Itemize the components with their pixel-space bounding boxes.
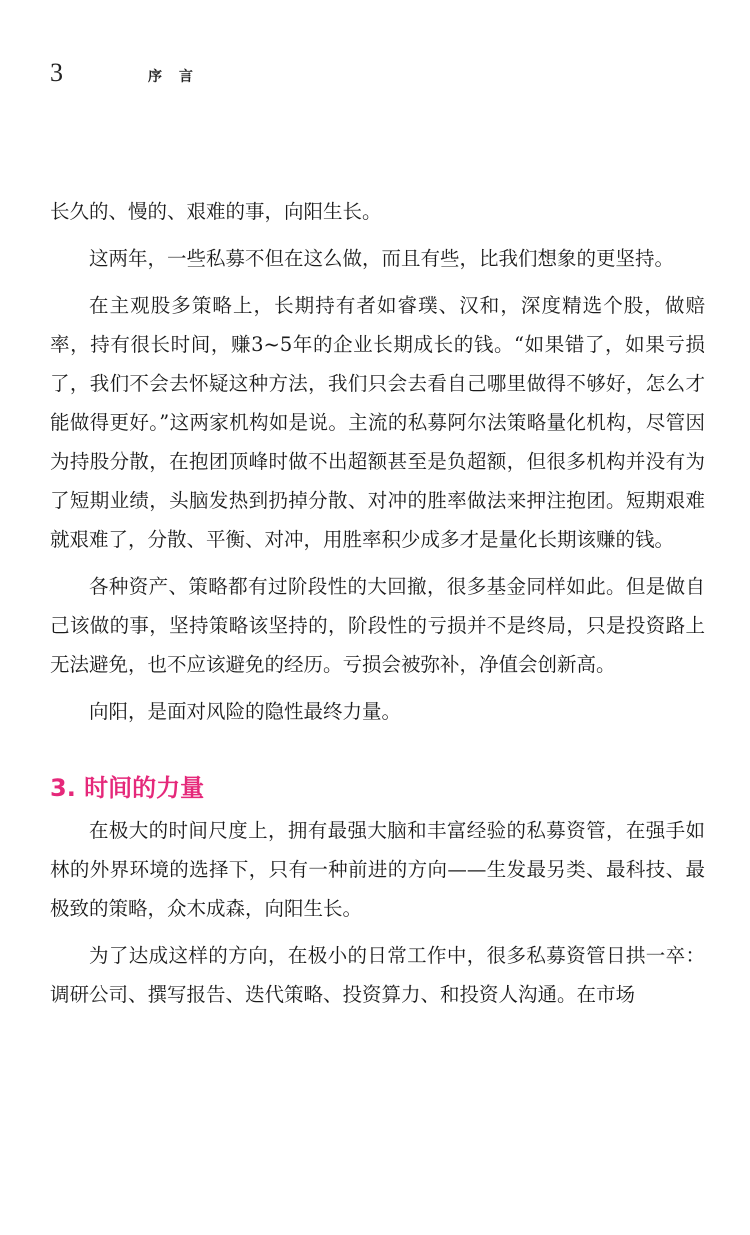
paragraph: 在极大的时间尺度上，拥有最强大脑和丰富经验的私募资管，在强手如林的外界环境的选择下，只有一种前进的方向——生发最另类、最科技、最极致的策略，众木成森，向阳生长。 [50,819,705,920]
paragraph: 在主观股多策略上，长期持有者如睿璞、汉和，深度精选个股，做赔率，持有很长时间，赚3~5年的企业长期成长的钱。“如果错了，如果亏损了，我们不会去怀疑这种方法，我们只会去看自己哪里做得不够好，怎么才能做得更好。”这两家机构如是说。主流的私募阿尔法策略量化机构，尽管因为持股分散，在抱团顶峰时做不出超额甚至是负超额，但很多机构并没有为了短期业绩，头脑发热到扔掉分散、对冲的胜率做法来押注抱团。短期艰难就艰难了，分散、平衡、对冲，用胜率积少成多才是量化长期该赚的钱。 [50,294,705,551]
page-header [50,58,199,88]
page-number: 3 [50,58,63,87]
paragraph: 长久的、慢的、艰难的事，向阳生长。 [50,200,382,223]
section-heading: 3. 时间的力量 [50,774,205,802]
paragraph: 各种资产、策略都有过阶段性的大回撤，很多基金同样如此。但是做自己该做的事，坚持策略该坚持的，阶段性的亏损并不是终局，只是投资路上无法避免，也不应该避免的经历。亏损会被弥补，净值会创新高。 [50,575,705,676]
paragraph: 向阳，是面对风险的隐性最终力量。 [89,700,402,723]
paragraph: 为了达成这样的方向，在极小的日常工作中，很多私募资管日拱一卒： 调研公司、撰写报告、迭代策略、投资算力、和投资人沟通。在市场 [50,944,705,1006]
paragraph: 这两年，一些私募不但在这么做，而且有些，比我们想象的更坚持。 [89,247,675,270]
body-text [50,192,705,1022]
running-section-title: 序 言 [148,69,199,85]
